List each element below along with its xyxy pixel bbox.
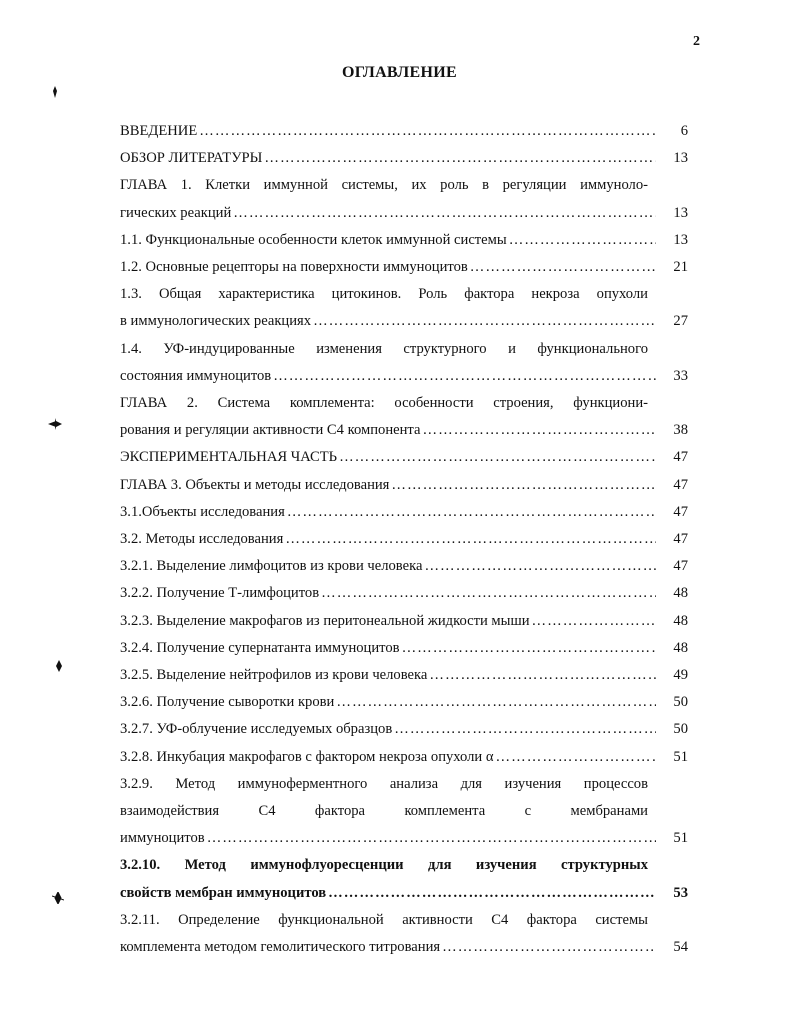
- toc-leader-dots: [470, 254, 656, 281]
- toc-entry: [120, 716, 688, 743]
- toc-page-number: 50: [673, 721, 688, 738]
- toc-leader-dots: [273, 363, 656, 390]
- toc-leader-dots: [339, 444, 656, 471]
- toc-entry-title: ГЛАВА 3. Объекты и методы исследования: [120, 476, 390, 493]
- toc-entry-title: 3.2.11. Определение функциональной активности С4 фактора системы: [120, 911, 648, 928]
- toc-entry-title: свойств мембран иммуноцитов: [120, 884, 327, 901]
- toc-line: [120, 771, 688, 798]
- toc-page-number: 21: [673, 259, 688, 276]
- toc-entry-title: 1.1. Функциональные особенности клеток иммунной системы: [120, 231, 507, 248]
- toc-page-number: 54: [673, 939, 688, 956]
- page-title: ОГЛАВЛЕНИЕ: [342, 64, 457, 81]
- toc-entry-title: 3.2.2. Получение Т-лимфоцитов: [120, 585, 320, 602]
- toc-entry-title: ГЛАВА 2. Система комплемента: особенности строения, функциони-: [120, 395, 648, 412]
- toc-entry: [120, 472, 688, 499]
- toc-entry-title: ОБЗОР ЛИТЕРАТУРЫ: [120, 150, 263, 167]
- toc-entry: [120, 336, 688, 390]
- toc-line: [120, 907, 688, 934]
- toc-line: [120, 934, 688, 961]
- toc-entry-title: ГЛАВА 1. Клетки иммунной системы, их роль в регуляции иммуноло-: [120, 177, 648, 194]
- toc-entry-title: комплемента методом гемолитического титрования: [120, 939, 441, 956]
- toc-entry-title: ЭКСПЕРИМЕНТАЛЬНАЯ ЧАСТЬ: [120, 449, 338, 466]
- toc-entry-title: 1.2. Основные рецепторы на поверхности иммуноцитов: [120, 259, 468, 276]
- toc-leader-dots: [264, 145, 656, 172]
- toc-line: [120, 662, 688, 689]
- toc-entry: [120, 608, 688, 635]
- toc-line: [120, 716, 688, 743]
- toc-entry: [120, 390, 688, 444]
- toc-entry-title: 3.2.9. Метод иммуноферментного анализа для изучения процессов: [120, 775, 648, 792]
- binder-hole-mark: [48, 418, 62, 430]
- toc-page-number: 13: [673, 231, 688, 248]
- toc-entry-title: 3.2.5. Выделение нейтрофилов из крови человека: [120, 667, 428, 684]
- toc-entry-title: 3.2.10. Метод иммунофлуоресценции для изучения структурных: [120, 857, 648, 874]
- toc-leader-dots: [394, 716, 656, 743]
- toc-entry-title: 3.2.6. Получение сыворотки крови: [120, 694, 335, 711]
- toc-leader-dots: [429, 662, 656, 689]
- toc-entry: [120, 499, 688, 526]
- toc-line: [120, 227, 688, 254]
- toc-leader-dots: [336, 689, 656, 716]
- toc-leader-dots: [285, 526, 656, 553]
- toc-entry: [120, 254, 688, 281]
- toc-line: [120, 798, 688, 825]
- toc-entry: [120, 662, 688, 689]
- toc-leader-dots: [422, 417, 656, 444]
- table-of-contents: [120, 118, 688, 961]
- toc-entry: [120, 907, 688, 961]
- toc-entry: [120, 172, 688, 226]
- toc-entry-title: рования и регуляции активности С4 компонента: [120, 422, 421, 439]
- toc-entry: [120, 771, 688, 853]
- toc-line: [120, 336, 688, 363]
- binder-hole-mark: [50, 86, 60, 98]
- toc-entry: [120, 852, 688, 906]
- binder-hole-mark: [52, 892, 64, 904]
- toc-leader-dots: [207, 825, 656, 852]
- page-number: 2: [693, 34, 700, 49]
- toc-leader-dots: [509, 227, 656, 254]
- toc-entry: [120, 118, 688, 145]
- toc-line: [120, 880, 688, 907]
- toc-entry-title: взаимодействия С4 фактора комплемента с мембранами: [120, 803, 648, 820]
- toc-entry: [120, 635, 688, 662]
- toc-line: [120, 281, 688, 308]
- toc-entry-title: 3.2.1. Выделение лимфоцитов из крови человека: [120, 558, 423, 575]
- toc-leader-dots: [442, 934, 656, 961]
- toc-leader-dots: [424, 553, 656, 580]
- toc-entry: [120, 444, 688, 471]
- toc-page-number: 51: [673, 748, 688, 765]
- toc-page-number: 13: [673, 150, 688, 167]
- toc-leader-dots: [391, 472, 656, 499]
- toc-entry-title: 3.2.8. Инкубация макрофагов с фактором некроза опухоли α: [120, 748, 494, 765]
- toc-page-number: 51: [673, 830, 688, 847]
- toc-entry-title: ВВЕДЕНИЕ: [120, 123, 198, 139]
- toc-entry-title: состояния иммуноцитов: [120, 367, 272, 384]
- toc-line: [120, 825, 688, 852]
- toc-line: [120, 580, 688, 607]
- toc-page-number: 47: [673, 531, 688, 548]
- toc-line: [120, 852, 688, 879]
- toc-entry-title: 3.2.4. Получение супернатанта иммуноцитов: [120, 639, 400, 656]
- toc-line: [120, 689, 688, 716]
- toc-entry-title: 3.2.7. УФ-облучение исследуемых образцов: [120, 721, 393, 738]
- toc-entry: [120, 227, 688, 254]
- toc-leader-dots: [321, 580, 656, 607]
- toc-entry: [120, 689, 688, 716]
- toc-page-number: 38: [673, 422, 688, 439]
- toc-line: [120, 553, 688, 580]
- toc-leader-dots: [402, 635, 656, 662]
- toc-line: [120, 608, 688, 635]
- toc-leader-dots: [233, 200, 656, 227]
- toc-entry: [120, 744, 688, 771]
- toc-line: [120, 526, 688, 553]
- toc-entry-title: 1.4. УФ-индуцированные изменения структурного и функционального: [120, 340, 648, 357]
- toc-page-number: 48: [673, 612, 688, 629]
- toc-entry-title: 3.1.Объекты исследования: [120, 503, 285, 520]
- toc-line: [120, 635, 688, 662]
- toc-leader-dots: [199, 118, 656, 145]
- toc-page-number: 53: [673, 884, 688, 901]
- toc-line: [120, 363, 688, 390]
- toc-entry-title: 3.2.3. Выделение макрофагов из перитонеальной жидкости мыши: [120, 612, 530, 629]
- toc-page-number: 47: [673, 503, 688, 520]
- toc-page-number: 27: [673, 313, 688, 330]
- toc-line: [120, 200, 688, 227]
- toc-leader-dots: [532, 608, 656, 635]
- toc-line: [120, 145, 688, 172]
- toc-line: [120, 308, 688, 335]
- toc-entry-title: 3.2. Методы исследования: [120, 531, 284, 548]
- toc-entry-title: в иммунологических реакциях: [120, 313, 312, 330]
- toc-page-number: 50: [673, 694, 688, 711]
- toc-line: [120, 499, 688, 526]
- toc-line: [120, 118, 688, 145]
- binder-hole-mark: [54, 660, 64, 672]
- toc-entry: [120, 553, 688, 580]
- toc-page-number: 33: [673, 367, 688, 384]
- toc-line: [120, 172, 688, 199]
- toc-line: [120, 390, 688, 417]
- toc-page-number: 47: [673, 558, 688, 575]
- toc-line: [120, 254, 688, 281]
- toc-entry: [120, 580, 688, 607]
- toc-page-number: 47: [673, 476, 688, 493]
- toc-leader-dots: [313, 308, 656, 335]
- toc-line: [120, 472, 688, 499]
- toc-line: [120, 744, 688, 771]
- toc-leader-dots: [496, 744, 656, 771]
- toc-page-number: 47: [673, 449, 688, 466]
- toc-entry-title: 1.3. Общая характеристика цитокинов. Роль фактора некроза опухоли: [120, 286, 648, 303]
- toc-page-number: 13: [673, 204, 688, 221]
- toc-leader-dots: [287, 499, 656, 526]
- toc-entry-title: гических реакций: [120, 204, 232, 221]
- toc-entry: [120, 145, 688, 172]
- toc-page-number: 49: [673, 667, 688, 684]
- toc-page-number: 48: [673, 585, 688, 602]
- toc-page-number: 48: [673, 639, 688, 656]
- toc-entry-title: иммуноцитов: [120, 830, 205, 847]
- toc-line: [120, 417, 688, 444]
- toc-line: [120, 444, 688, 471]
- toc-entry: [120, 281, 688, 335]
- toc-page-number: 6: [680, 123, 688, 139]
- toc-entry: [120, 526, 688, 553]
- toc-leader-dots: [328, 880, 656, 907]
